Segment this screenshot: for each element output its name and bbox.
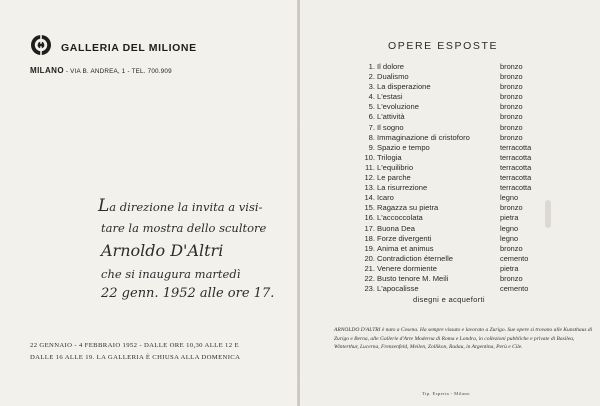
works-list-item [362,254,552,264]
works-list-item [362,284,552,294]
works-title: OPERE ESPOSTE [388,40,499,52]
works-list-item [362,133,552,143]
works-list-item [362,234,552,244]
work-title: Ragazza su pietra [377,203,439,213]
works-list [362,62,552,294]
works-list-item [362,153,552,163]
work-number: 17. [364,223,375,233]
work-title: Buona Dea [377,223,415,233]
work-material: bronzo [500,82,523,92]
invitation-line-2: tare la mostra dello scultore [101,221,267,235]
work-number: 10. [364,152,375,162]
work-title: Forze divergenti [377,233,432,243]
work-number: 4. [368,92,375,102]
works-footer: disegni e acqueforti [413,295,485,304]
work-number: 19. [364,243,375,253]
work-number: 21. [364,263,375,273]
work-material: bronzo [500,92,523,102]
circle-monogram-icon [30,34,52,56]
work-number: 1. [368,62,375,71]
work-material: bronzo [500,72,523,82]
invitation-line-4: che si inaugura martedì [101,267,241,281]
work-title: Dualismo [377,72,409,82]
dates-line-1: 22 GENNAIO - 4 FEBBRAIO 1952 - DALLE ORE 10,30 ALLE 12 E [30,342,239,349]
works-list-item [362,143,552,153]
work-title: Contradiction éternelle [377,253,453,263]
gallery-name: GALLERIA DEL MILIONE [61,42,197,54]
work-material: bronzo [500,102,523,112]
work-number: 23. [364,284,375,294]
work-title: L'estasi [377,92,403,102]
work-material: legno [500,193,519,203]
work-material: pietra [500,213,519,223]
work-number: 5. [368,102,375,112]
opening-date: 22 genn. 1952 alle ore 17. [101,286,275,301]
work-title: Icaro [377,193,394,203]
invitation-line-1 [98,195,288,218]
works-list-item [362,264,552,274]
work-material: legno [500,233,519,243]
work-number: 7. [368,122,375,132]
works-list-item [362,274,552,284]
left-page [0,0,298,406]
work-number: 3. [368,82,375,92]
works-list-item [362,203,552,213]
invitation-line-1-text: a direzione la invita a visi- [109,200,263,214]
work-title: Spazio e tempo [377,142,430,152]
work-material: terracotta [500,152,532,162]
works-list-item [362,102,552,112]
work-title: L'evoluzione [377,102,419,112]
work-material: bronzo [500,273,523,283]
work-title: Busto tenore M. Meili [377,273,449,283]
work-material: bronzo [500,112,523,122]
work-title: L'equilibrio [377,162,414,172]
work-title: La disperazione [377,82,431,92]
works-list-item [362,224,552,234]
work-title: Trilogia [377,152,402,162]
work-number: 13. [364,183,375,193]
invitation-initial: L [98,196,110,216]
exhibition-dates [30,340,240,363]
work-number: 15. [364,203,375,213]
works-list-item [362,183,552,193]
work-material: bronzo [500,122,523,132]
work-number: 9. [368,142,375,152]
work-material: terracotta [500,173,532,183]
work-material: cemento [500,284,529,294]
work-number: 11. [365,162,375,172]
works-list-item [362,193,552,203]
works-list-item [362,82,552,92]
invitation-text [98,195,288,304]
dates-line-2: DALLE 16 ALLE 19. LA GALLERIA È CHIUSA ALLA DOMENICA [30,353,241,361]
work-title: Il sogno [377,122,404,132]
work-title: L'attività [377,112,405,122]
works-list-item [362,244,552,254]
gallery-address [30,66,172,75]
work-title: L'apocalisse [377,284,419,294]
works-list-item [362,123,552,133]
works-list-item [362,92,552,102]
printer-credit: Tip. Esperia - Milano [422,391,470,396]
work-material: bronzo [500,203,523,213]
work-material: cemento [500,253,529,263]
works-list-item [362,163,552,173]
work-title: L'accoccolata [377,213,423,223]
work-title: Anima et animus [377,243,434,253]
work-material: terracotta [500,162,532,172]
work-material: terracotta [500,183,532,193]
work-number: 8. [368,132,375,142]
work-material: terracotta [500,142,532,152]
work-material: bronzo [500,243,523,253]
work-number: 6. [368,112,375,122]
work-number: 12. [364,173,375,183]
work-material: bronzo [500,62,523,71]
work-material: pietra [500,263,519,273]
gallery-city: MILANO [30,66,64,75]
work-number: 14. [364,193,375,203]
works-list-item [362,72,552,82]
work-number: 18. [364,233,375,243]
works-list-item [362,213,552,223]
work-title: Venere dormiente [377,263,437,273]
gallery-street-phone: - VIA B. ANDREA, 1 - TEL. 700.909 [63,68,172,75]
work-number: 16. [364,213,375,223]
work-title: La risurrezione [377,183,428,193]
works-list-item [362,173,552,183]
artist-name: Arnoldo D'Altri [101,241,224,260]
work-number: 22. [364,273,375,283]
work-number: 20. [364,253,375,263]
works-list-item [362,112,552,122]
work-title: Immaginazione di cristoforo [377,132,470,142]
work-title: Le parche [377,173,411,183]
artist-bio: ARNOLDO D'ALTRI è nato a Cesena. Ha sempre vissuto e lavorato a Zurigo. Sue opere si trovano alle Kunsthaus di Zurigo e Berna, alle Gallerie d'Arte Moderna di Roma e Londra, in collezioni pubbliche e private di Basilea, Winterthur, Lucerna, Frenzenfeld, Meilen, Zollikon, Radau, in Argentina, Perù e Cile. [334,327,593,351]
work-number: 2. [368,72,375,82]
work-material: legno [500,223,519,233]
work-material: bronzo [500,132,523,142]
works-list-item [362,62,552,72]
work-title: Il dolore [377,62,405,71]
